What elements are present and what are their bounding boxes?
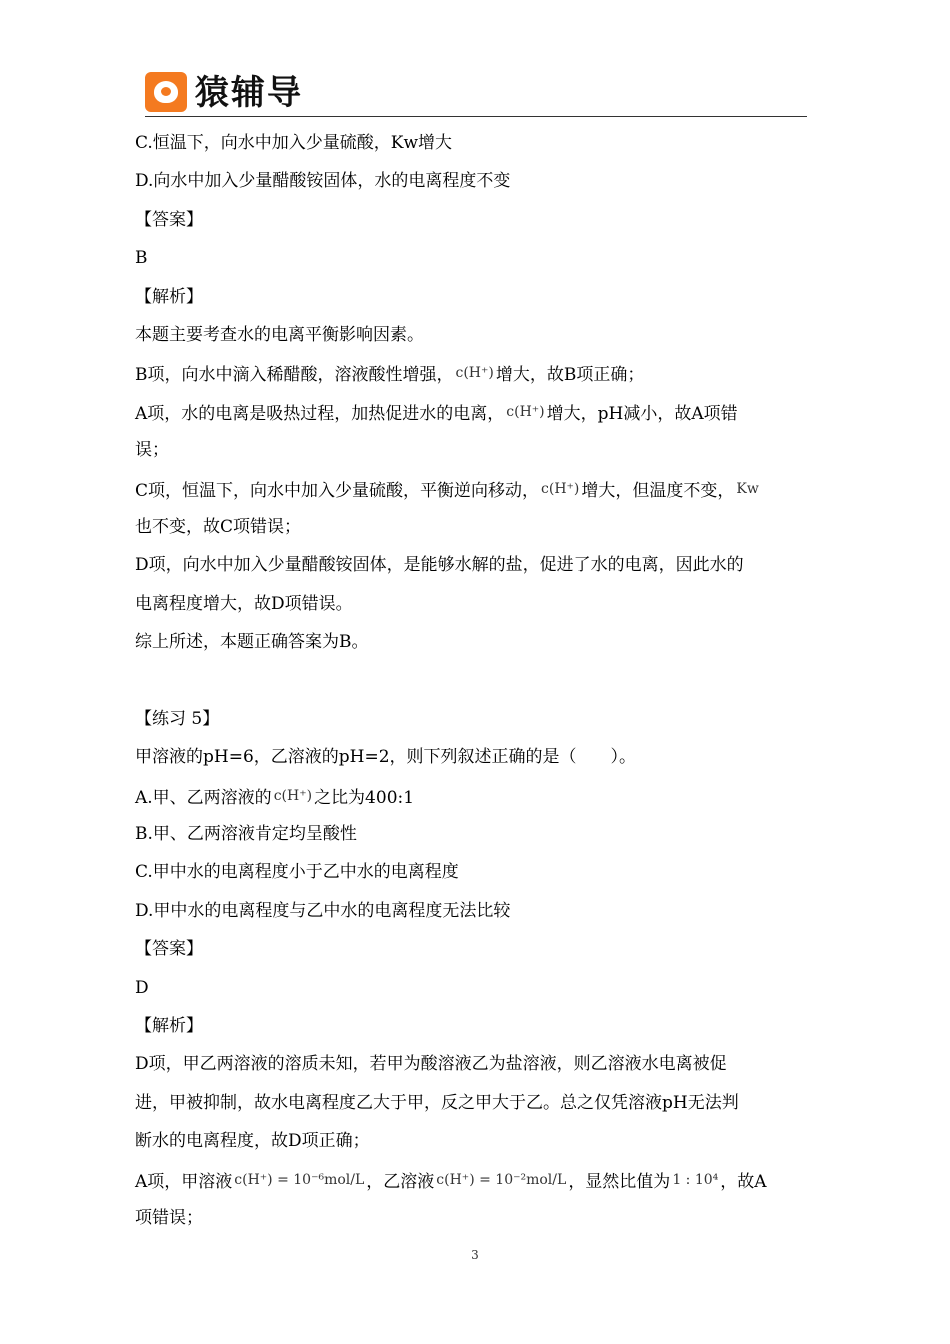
answer-heading: 【答案】 [135,209,203,230]
option-b: B.甲、乙两溶液肯定均呈酸性 [135,824,357,845]
analysis-text: C项，恒温下，向水中加入少量硫酸，平衡逆向移动， c(H⁺) 增大，但温度不变， Kw [135,480,759,501]
analysis-text: 项错误； [135,1207,203,1228]
answer-value: D [135,977,149,998]
document-body [135,124,825,1237]
answer-value: B [135,248,148,269]
brand-name: 猿辅导 [195,73,303,113]
analysis-text: 误； [135,440,169,461]
formula: c(H⁺) = 10⁻²mol/L [436,1171,567,1188]
analysis-text: 电离程度增大，故D项错误。 [135,593,353,614]
option-d: D.向水中加入少量醋酸铵固体，水的电离程度不变 [135,171,511,192]
question-stem: 甲溶液的pH=6，乙溶液的pH=2，则下列叙述正确的是（ ）。 [135,747,637,768]
analysis-text: 断水的电离程度，故D项正确； [135,1131,370,1152]
formula: c(H⁺) [506,403,545,420]
analysis-text: D项，向水中加入少量醋酸铵固体，是能够水解的盐，促进了水的电离，因此水的 [135,555,744,576]
analysis-text: A项，水的电离是吸热过程，加热促进水的电离， c(H⁺) 增大，pH减小，故A项错 [135,403,738,424]
formula: c(H⁺) [273,787,313,804]
header-divider [145,116,807,117]
option-c: C.恒温下，向水中加入少量硫酸，Kw增大 [135,133,453,153]
analysis-text: D项，甲乙两溶液的溶质未知，若甲为酸溶液乙为盐溶液，则乙溶液水电离被促 [135,1054,727,1075]
analysis-text: A项，甲溶液 c(H⁺) = 10⁻⁶mol/L ，乙溶液 c(H⁺) = 10⁻²mol/L ，显然比值为 1 : 10⁴ ，故A [135,1171,767,1192]
spacer [135,661,825,699]
formula: c(H⁺) [455,365,494,382]
analysis-text: 综上所述，本题正确答案为B。 [135,632,369,653]
option-a: A.甲、乙两溶液的 c(H⁺) 之比为400:1 [135,787,415,808]
brand-logo-icon [145,72,187,112]
option-d: D.甲中水的电离程度与乙中水的电离程度无法比较 [135,900,511,921]
analysis-text: B项，向水中滴入稀醋酸，溶液酸性增强， c(H⁺) 增大，故B项正确； [135,365,645,386]
formula: c(H⁺) [541,480,580,497]
analysis-text: 进，甲被抑制，故水电离程度乙大于甲，反之甲大于乙。总之仅凭溶液pH无法判 [135,1092,739,1113]
document-header [145,70,807,118]
exercise-heading: 【练习 5】 [135,708,220,729]
analysis-text: 本题主要考查水的电离平衡影响因素。 [135,324,424,345]
analysis-text: 也不变，故C项错误； [135,516,302,537]
formula: c(H⁺) = 10⁻⁶mol/L [234,1171,365,1188]
option-c: C.甲中水的电离程度小于乙中水的电离程度 [135,862,459,883]
formula: Kw [736,480,759,497]
analysis-heading: 【解析】 [135,1015,203,1036]
page-number: 3 [471,1248,479,1262]
answer-heading: 【答案】 [135,939,203,960]
analysis-heading: 【解析】 [135,286,203,307]
formula: 1 : 10⁴ [672,1171,719,1188]
